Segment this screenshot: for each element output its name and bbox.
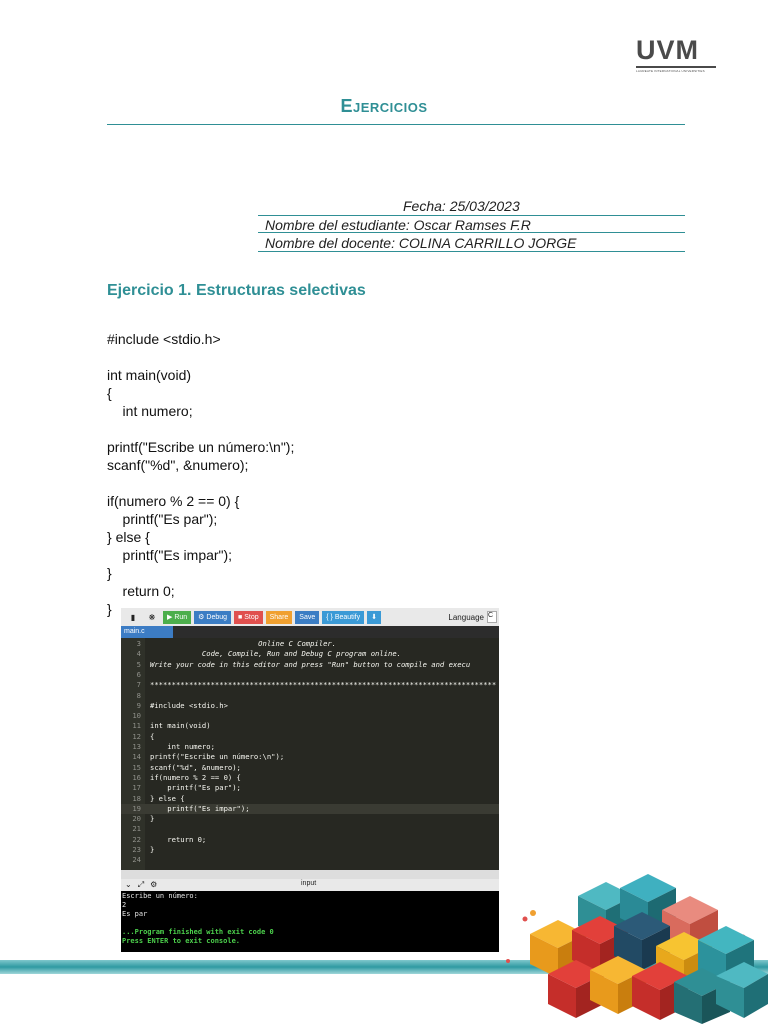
stop-button[interactable]: ■ Stop — [234, 611, 263, 624]
line-text: printf("Es par"); — [150, 783, 241, 793]
editor-line — [121, 649, 499, 659]
line-text: int numero; — [150, 742, 215, 751]
code-line: int main(void) — [107, 367, 192, 383]
line-text: } else { — [150, 793, 185, 803]
line-text: printf("Es impar"); — [150, 803, 250, 813]
editor-line — [121, 824, 499, 834]
input-label: input — [301, 880, 317, 887]
code-line: } — [107, 601, 112, 617]
code-line: printf("Es impar"); — [107, 547, 233, 563]
line-text: ******************************************************************************** — [150, 680, 497, 690]
editor-line — [121, 691, 499, 701]
line-number: 3 — [136, 639, 141, 648]
line-number: 13 — [132, 742, 141, 751]
code-line: printf("Es par"); — [107, 511, 218, 527]
download-icon[interactable]: ⬇ — [367, 611, 381, 624]
line-number: 6 — [136, 669, 141, 679]
console-line: Escribe un número: — [122, 892, 198, 900]
code-line — [107, 420, 294, 438]
line-text: Code, Compile, Run and Debug C program online. — [150, 649, 401, 659]
line-number: 14 — [132, 752, 141, 762]
editor-horizontal-scrollbar[interactable] — [121, 870, 499, 879]
editor-line — [121, 670, 499, 680]
teacher-name-field: Nombre del docente: COLINA CARRILLO JORGE — [258, 234, 685, 252]
editor-line — [121, 794, 499, 804]
editor-line — [121, 763, 499, 773]
collapse-expand-icons[interactable]: ⌄⤢⚙ — [125, 880, 164, 889]
console-line — [122, 919, 498, 928]
editor-line — [121, 701, 499, 711]
code-line: return 0; — [107, 583, 175, 599]
output-console[interactable] — [121, 891, 499, 952]
line-number: 23 — [132, 845, 141, 854]
line-number: 10 — [132, 711, 141, 721]
line-text: #include <stdio.h> — [150, 700, 228, 710]
console-line: 2 — [122, 901, 127, 909]
language-selector[interactable] — [448, 611, 499, 623]
line-number: 15 — [132, 762, 141, 772]
line-text: printf("Escribe un número:\n"); — [150, 752, 285, 762]
line-number: 5 — [136, 659, 141, 669]
console-line: ...Program finished with exit code 0 — [122, 928, 274, 936]
editor-line — [121, 742, 499, 752]
editor-line — [121, 814, 499, 824]
line-text: return 0; — [150, 834, 207, 844]
line-number: 11 — [132, 721, 141, 731]
logo-subtitle: LAUREATE INTERNATIONAL UNIVERSITIES — [636, 69, 705, 73]
code-line — [107, 348, 294, 366]
editor-line — [121, 732, 499, 742]
fecha-field: Fecha: 25/03/2023 — [403, 198, 520, 214]
line-number: 20 — [132, 814, 141, 824]
code-line: int numero; — [107, 403, 193, 419]
ide-screenshot — [121, 608, 499, 952]
language-label: Language — [448, 612, 484, 622]
console-line: Es par — [122, 910, 148, 918]
line-text: } — [150, 845, 155, 854]
line-number: 24 — [132, 855, 141, 865]
editor-line — [121, 680, 499, 690]
code-line: if(numero % 2 == 0) { — [107, 493, 240, 509]
editor-line — [121, 773, 499, 783]
student-name-field: Nombre del estudiante: Oscar Ramses F.R — [258, 215, 685, 233]
run-button[interactable]: ▶ Run — [163, 611, 191, 624]
line-text: { — [150, 731, 155, 741]
line-text: Write your code in this editor and press "Run" button to compile and execu — [150, 659, 471, 669]
input-bar — [121, 879, 499, 891]
line-number: 9 — [136, 700, 141, 710]
line-number: 8 — [136, 690, 141, 700]
save-button[interactable]: Save — [295, 611, 319, 624]
line-number: 19 — [132, 803, 141, 813]
code-line: printf("Escribe un número:\n"); — [107, 439, 295, 455]
debug-button[interactable]: ⚙ Debug — [194, 611, 231, 624]
file-icon[interactable]: ▮ — [130, 612, 136, 622]
code-editor[interactable] — [121, 638, 499, 870]
editor-line — [121, 752, 499, 762]
line-number: 4 — [136, 649, 141, 659]
editor-line — [121, 660, 499, 670]
code-listing — [107, 330, 294, 618]
line-text: int main(void) — [150, 721, 211, 731]
section-title: Ejercicio 1. Estructuras selectivas — [107, 282, 366, 299]
code-line: } else { — [107, 529, 150, 545]
language-value[interactable]: C — [487, 611, 497, 623]
settings-icon[interactable]: ❋ — [148, 612, 156, 622]
editor-line — [121, 639, 499, 649]
beautify-button[interactable]: { } Beautify — [322, 611, 364, 624]
page-title: Ejercicios — [340, 96, 428, 116]
share-button[interactable]: Share — [266, 611, 293, 624]
line-number: 17 — [132, 783, 141, 793]
line-number: 18 — [132, 793, 141, 803]
ide-toolbar — [121, 608, 499, 626]
code-line: scanf("%d", &numero); — [107, 457, 249, 473]
line-number: 7 — [136, 680, 141, 690]
line-number: 21 — [132, 824, 141, 834]
code-line: #include <stdio.h> — [107, 331, 221, 347]
title-divider — [107, 124, 685, 125]
editor-line — [121, 711, 499, 721]
editor-line — [121, 855, 499, 865]
code-line: { — [107, 385, 112, 401]
line-text: } — [150, 814, 155, 824]
editor-line — [121, 804, 499, 814]
tab-main-c[interactable]: main.c — [121, 626, 173, 638]
code-line: } — [107, 565, 112, 581]
line-number: 16 — [132, 772, 141, 782]
editor-line — [121, 783, 499, 793]
line-number: 12 — [132, 731, 141, 741]
line-text: if(numero % 2 == 0) { — [150, 772, 241, 782]
line-number: 22 — [132, 834, 141, 844]
editor-line — [121, 835, 499, 845]
logo-underline — [636, 66, 716, 68]
line-text: scanf("%d", &numero); — [150, 762, 241, 772]
decorative-cubes — [520, 866, 768, 1024]
logo-text: UVM — [636, 35, 699, 65]
uvm-logo — [636, 36, 720, 76]
editor-line — [121, 721, 499, 731]
ide-tab-bar — [121, 626, 499, 638]
editor-line — [121, 845, 499, 855]
code-line — [107, 474, 294, 492]
console-line: Press ENTER to exit console. — [122, 937, 241, 945]
line-text: Online C Compiler. — [150, 639, 337, 648]
